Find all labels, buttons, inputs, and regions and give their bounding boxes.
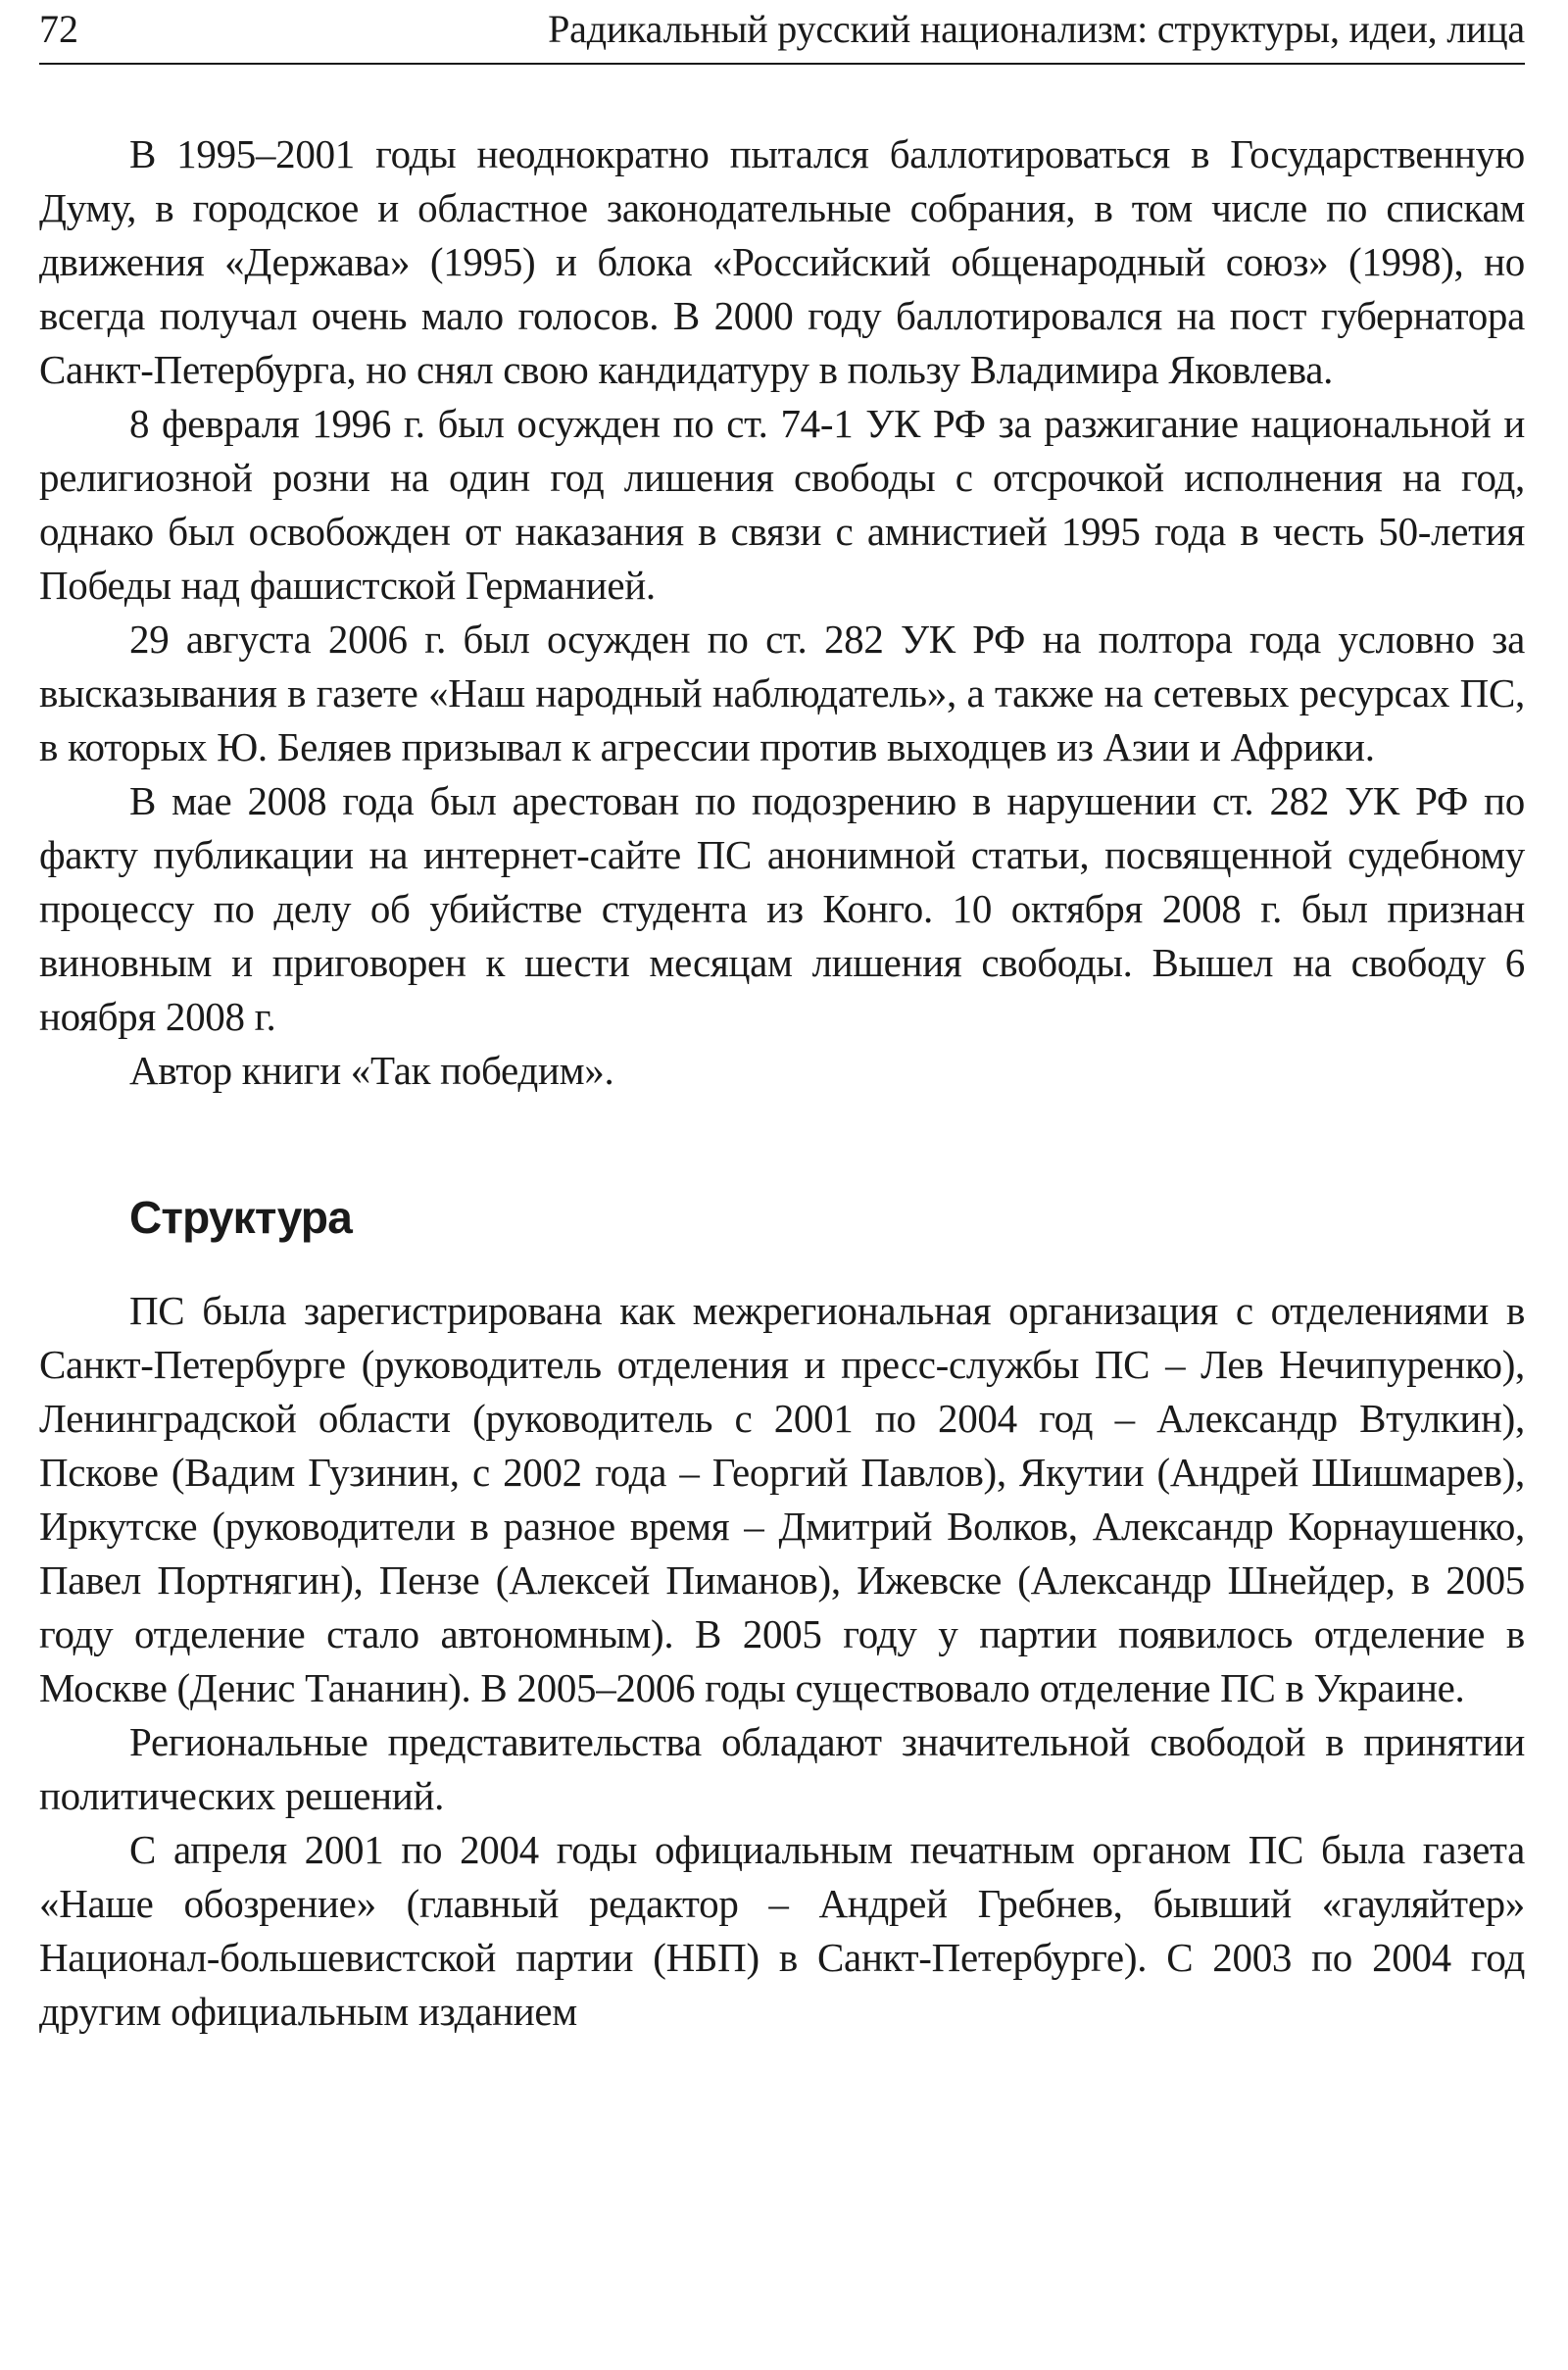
paragraph-arrest-2008: В мае 2008 года был арестован по подозрению в нарушении ст. 282 УК РФ по факту публикации на интернет-сайте ПС анонимной статьи, посвященной судебному процессу по делу об убийстве студента из Конго. 10 октября 2008 г. был признан виновным и приговорен к шести месяцам лишения свободы. Вышел на свободу 6 ноября 2008 г. [39,778,1525,1039]
body-text [39,127,1525,2039]
paragraph-newspaper: С апреля 2001 по 2004 годы официальным печатным органом ПС была газета «Наше обозрение» (главный редактор – Андрей Гребнев, бывший «гауляйтер» Национал-большевистской партии (НБП) в Санкт-Петербурге). С 2003 по 2004 год другим официальным изданием [39,1827,1525,2034]
section-heading: Структура [129,1192,352,1243]
page-number: 72 [39,7,78,51]
paragraph-conviction-1996: 8 февраля 1996 г. был осужден по ст. 74-1 УК РФ за разжигание национальной и религиозной розни на один год лишения свободы с отсрочкой исполнения на год, однако был освобожден от наказания в связи с амнистией 1995 года в честь 50-летия Победы над фашистской Германией. [39,401,1525,608]
running-title: Радикальный русский национализм: структуры, идеи, лица [548,7,1525,51]
paragraph-author: Автор книги «Так победим». [129,1048,614,1093]
running-head [39,0,1525,65]
paragraph-conviction-2006: 29 августа 2006 г. был осужден по ст. 282 УК РФ на полтора года условно за высказывания в газете «Наш народный наблюдатель», а также на сетевых ресурсах ПС, в которых Ю. Беляев призывал к агрессии против выходцев из Азии и Африки. [39,617,1525,769]
paragraph-elections: В 1995–2001 годы неоднократно пытался баллотироваться в Государственную Думу, в городское и областное законодательные собрания, в том числе по спискам движения «Держава» (1995) и блока «Российский общенародный союз» (1998), но всегда получал очень мало голосов. В 2000 году баллотировался на пост губернатора Санкт-Петербурга, но снял свою кандидатуру в пользу Владимира Яковлева. [39,131,1525,392]
paragraph-structure: ПС была зарегистрирована как межрегиональная организация с отделениями в Санкт-Петербурге (руководитель отделения и пресс-службы ПС – Лев Нечипуренко), Ленинградской области (руководитель с 2001 по 2004 год – Александр Втулкин), Пскове (Вадим Гузинин, с 2002 года – Георгий Павлов), Якутии (Андрей Шишмарев), Иркутске (руководители в разное время – Дмитрий Волков, Александр Корнаушенко, Павел Портнягин), Пензе (Алексей Пиманов), Ижевске (Александр Шнейдер, в 2005 году отделение стало автономным). В 2005 году у партии появилось отделение в Москве (Денис Тананин). В 2005–2006 годы существовало отделение ПС в Украине. [39,1288,1525,1710]
book-page [39,0,1525,2039]
paragraph-regional: Региональные представительства обладают значительной свободой в принятии политических решений. [39,1719,1525,1818]
